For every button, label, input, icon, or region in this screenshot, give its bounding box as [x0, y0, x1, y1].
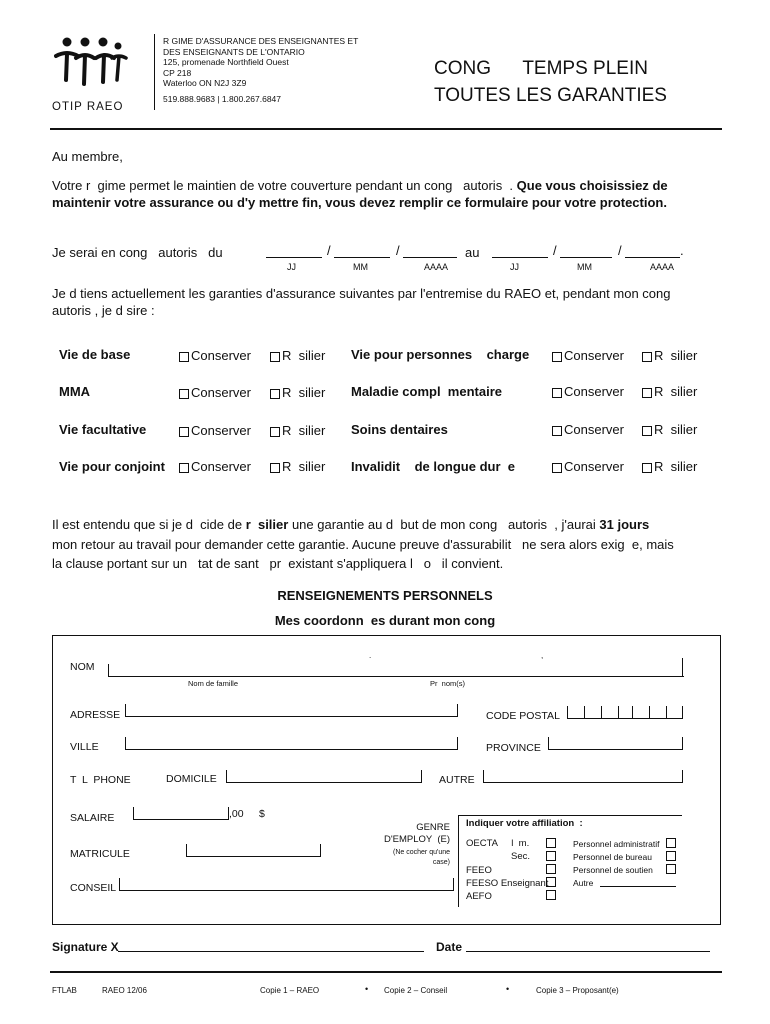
address-line-5: Waterloo ON N2J 3Z9 — [163, 78, 247, 88]
to-day-field[interactable] — [492, 257, 548, 258]
other-phone-field[interactable] — [483, 770, 683, 783]
checkbox[interactable] — [179, 352, 189, 362]
cancel-option-ltd[interactable] — [642, 459, 697, 474]
employment-hint-line-2: case) — [432, 859, 450, 866]
notice-line-2: mon retour au travail pour demander cette garantie. Aucune preuve d'assurabilit ne sera alors exig e, mais — [52, 536, 674, 552]
employment-type-label — [376, 822, 450, 846]
address-field[interactable] — [125, 704, 458, 717]
address-label: ADRESSE — [70, 709, 121, 721]
cancel-option-add[interactable] — [270, 385, 325, 400]
council-field[interactable] — [119, 878, 454, 891]
checkbox[interactable] — [270, 463, 280, 473]
intro-normal: Votre r gime permet le maintien de votre couverture pendant un cong autoris . — [52, 178, 517, 193]
employee-number-field[interactable] — [186, 844, 321, 857]
footer-bullet: • — [365, 984, 369, 994]
province-field[interactable] — [548, 737, 683, 750]
keep-option-dependent-life[interactable] — [552, 348, 624, 363]
coverage-extended-health: Maladie compl mentaire — [351, 384, 502, 399]
cancel-label: R silier — [654, 422, 698, 437]
affiliation-admin-staff-checkbox[interactable] — [666, 838, 676, 848]
checkbox[interactable] — [270, 427, 280, 437]
cancel-label: R silier — [282, 385, 326, 400]
keep-label: Conserver — [564, 459, 624, 474]
employment-hint-line-1: (Ne cocher qu'une — [393, 849, 450, 856]
keep-label: Conserver — [564, 348, 624, 363]
period: . — [680, 243, 684, 258]
cancel-option-dependent-life[interactable] — [642, 348, 697, 363]
name-label: NOM — [70, 661, 95, 673]
otip-logo — [52, 36, 132, 113]
home-phone-label: DOMICILE — [166, 773, 217, 785]
employment-type-line-2: D'EMPLOY (E) — [383, 834, 450, 845]
council-label: CONSEIL — [70, 882, 117, 894]
footer-rule — [50, 971, 722, 973]
notice-text: une garantie au d but de mon cong autoris , j'aurai — [288, 517, 600, 532]
salary-cents: ,00 — [229, 808, 244, 820]
postal-code-divider — [618, 706, 619, 718]
signature-field[interactable] — [118, 951, 424, 952]
keep-option-add[interactable] — [179, 385, 251, 400]
from-month-field[interactable] — [334, 257, 390, 258]
to-year-hint: AAAA — [650, 262, 675, 272]
employment-hint — [376, 848, 450, 868]
coverage-intro-line-1: Je d tiens actuellement les garanties d'assurance suivantes par l'entremise du RAEO et, pendant mon cong — [52, 286, 671, 301]
footer-copy-1: Copie 1 – RAEO — [260, 986, 320, 995]
affiliation-feeso: FEESO Enseignant — [466, 878, 549, 889]
home-phone-field-end — [421, 770, 422, 782]
affiliation-office-staff: Personnel de bureau — [573, 852, 652, 862]
keep-label: Conserver — [191, 423, 251, 438]
checkbox[interactable] — [552, 426, 562, 436]
postal-code-divider — [649, 706, 650, 718]
affiliation-office-staff-checkbox[interactable] — [666, 851, 676, 861]
keep-option-extended-health[interactable] — [552, 384, 624, 399]
logo-text: OTIP RAEO — [52, 101, 124, 113]
province-label: PROVINCE — [486, 742, 541, 754]
city-field[interactable] — [125, 737, 458, 750]
affiliation-oecta-elem-checkbox[interactable] — [546, 838, 556, 848]
salary-label: SALAIRE — [70, 812, 115, 824]
address-line-1: R GIME D'ASSURANCE DES ENSEIGNANTES ET — [163, 36, 359, 46]
postal-code-divider — [666, 706, 667, 718]
address-line-3: 125, promenade Northfield Ouest — [163, 57, 289, 67]
home-phone-field[interactable] — [226, 770, 422, 783]
checkbox[interactable] — [552, 463, 562, 473]
affiliation-support-staff-checkbox[interactable] — [666, 864, 676, 874]
cancel-option-optional-life[interactable] — [270, 423, 325, 438]
postal-code-divider — [601, 706, 602, 718]
keep-option-dental[interactable] — [552, 422, 624, 437]
personal-info-heading: RENSEIGNEMENTS PERSONNELS — [277, 588, 493, 603]
postal-code-divider — [584, 706, 585, 718]
cancel-label: R silier — [282, 348, 326, 363]
employee-number-label: MATRICULE — [70, 848, 130, 860]
affiliation-aefo-checkbox[interactable] — [546, 890, 556, 900]
affiliation-feeo-checkbox[interactable] — [546, 864, 556, 874]
notice-text: Il est entendu que si je d cide de — [52, 517, 246, 532]
checkbox[interactable] — [179, 427, 189, 437]
first-name-hint: Pr nom(s) — [430, 679, 466, 688]
coverage-dental: Soins dentaires — [351, 422, 448, 437]
notice-cancel-word: r silier — [245, 517, 289, 532]
from-month-hint: MM — [353, 262, 368, 272]
date-field[interactable] — [466, 951, 710, 952]
affiliation-other: Autre — [573, 878, 594, 888]
people-logo-icon — [52, 36, 132, 96]
leave-label: Je serai en cong autoris du — [52, 245, 223, 260]
coverage-ltd: Invalidit de longue dur e — [351, 459, 515, 474]
affiliation-feeo: FEEO — [466, 865, 492, 876]
to-month-hint: MM — [577, 262, 592, 272]
header-rule — [50, 128, 722, 130]
city-field-end — [457, 737, 458, 749]
intro-bold-1: Que vous choisissiez de — [516, 178, 668, 193]
cancel-label: R silier — [282, 459, 326, 474]
checkbox[interactable] — [270, 352, 280, 362]
checkbox[interactable] — [642, 352, 652, 362]
city-label: VILLE — [70, 741, 99, 753]
from-day-hint: JJ — [287, 262, 296, 272]
cancel-option-basic-life[interactable] — [270, 348, 325, 363]
checkbox[interactable] — [642, 388, 652, 398]
cancel-label: R silier — [654, 348, 698, 363]
affiliation-oecta-sec-checkbox[interactable] — [546, 851, 556, 861]
notice-days: 31 jours — [599, 517, 650, 532]
coverage-basic-life: Vie de base — [59, 347, 131, 362]
postal-code-divider — [632, 706, 633, 718]
keep-option-spouse-life[interactable] — [179, 459, 251, 474]
salary-currency: $ — [259, 808, 265, 820]
signature-label: Signature X — [52, 940, 119, 954]
footer-copy-2: Copie 2 – Conseil — [384, 986, 448, 995]
postal-code-divider — [682, 706, 683, 718]
coverage-add: MMA — [59, 384, 91, 399]
checkbox[interactable] — [552, 352, 562, 362]
keep-label: Conserver — [191, 385, 251, 400]
address-field-end — [457, 704, 458, 716]
affiliation-support-staff: Personnel de soutien — [573, 865, 653, 875]
intro-bold-2: maintenir votre assurance ou d'y mettre fin, vous devez remplir ce formulaire pour votre protection. — [52, 195, 667, 210]
province-field-end — [682, 737, 683, 749]
to-month-field[interactable] — [560, 257, 612, 258]
address-line-4: CP 218 — [163, 67, 192, 78]
slash: / — [618, 243, 622, 258]
name-field-end — [682, 658, 683, 676]
affiliation-feeso-checkbox[interactable] — [546, 877, 556, 887]
header-divider — [154, 34, 155, 110]
coverage-optional-life: Vie facultative — [59, 422, 147, 437]
postal-code-label: CODE POSTAL — [486, 710, 560, 722]
from-year-field[interactable] — [403, 257, 457, 258]
to-day-hint: JJ — [510, 262, 519, 272]
name-dot: . — [369, 651, 372, 660]
greeting: Au membre, — [52, 149, 123, 164]
keep-label: Conserver — [191, 348, 251, 363]
checkbox[interactable] — [270, 389, 280, 399]
from-day-field[interactable] — [266, 257, 322, 258]
date-label: Date — [436, 940, 463, 954]
from-year-hint: AAAA — [424, 262, 449, 272]
keep-option-optional-life[interactable] — [179, 423, 251, 438]
affiliation-admin-staff: Personnel administratif — [573, 839, 660, 849]
title-line-2: TOUTES LES GARANTIES — [434, 85, 667, 106]
keep-label: Conserver — [564, 422, 624, 437]
cancel-option-extended-health[interactable] — [642, 384, 697, 399]
phone-label: T L PHONE — [70, 774, 131, 786]
intro-paragraph — [52, 177, 722, 211]
cancel-option-dental[interactable] — [642, 422, 697, 437]
other-phone-label: AUTRE — [439, 774, 475, 786]
insurer-address — [163, 36, 358, 104]
cancel-label: R silier — [654, 384, 698, 399]
keep-option-ltd[interactable] — [552, 459, 624, 474]
cancel-label: R silier — [282, 423, 326, 438]
salary-field[interactable] — [133, 807, 229, 820]
notice-line-1 — [52, 515, 674, 535]
personal-info-subheading: Mes coordonn es durant mon cong — [274, 613, 496, 628]
address-line-6: 519.888.9683 | 1.800.267.6847 — [163, 93, 282, 104]
affiliation-oecta: OECTA — [466, 838, 499, 849]
to-label: au — [465, 245, 480, 260]
employment-type-line-1: GENRE — [416, 822, 450, 833]
slash: / — [327, 243, 331, 258]
keep-option-basic-life[interactable] — [179, 348, 251, 363]
slash: / — [396, 243, 400, 258]
coverage-intro — [52, 285, 670, 319]
affiliation-heading: Indiquer votre affiliation : — [466, 818, 583, 829]
checkbox[interactable] — [552, 388, 562, 398]
title-line-1: CONG TEMPS PLEIN — [434, 58, 648, 79]
slash: / — [553, 243, 557, 258]
checkbox[interactable] — [642, 426, 652, 436]
coverage-dependent-life: Vie pour personnes charge — [351, 347, 530, 362]
cancel-option-spouse-life[interactable] — [270, 459, 325, 474]
notice-line-3: la clause portant sur un tat de sant pr existant s'appliquera l o il convient. — [52, 556, 504, 571]
to-year-field[interactable] — [625, 257, 680, 258]
affiliation-sec-label: Sec. — [511, 851, 531, 862]
affiliation-aefo: AEFO — [466, 891, 492, 902]
affiliation-elem-label: l m. — [506, 838, 530, 849]
coverage-intro-line-2: autoris , je d sire : — [52, 303, 155, 318]
name-field[interactable] — [108, 664, 684, 677]
keep-label: Conserver — [191, 459, 251, 474]
checkbox[interactable] — [642, 463, 652, 473]
footer-bullet: • — [506, 984, 510, 994]
other-phone-field-end — [682, 770, 683, 782]
employee-number-field-end — [320, 844, 321, 856]
reinstatement-notice — [52, 515, 674, 574]
coverage-spouse-life: Vie pour conjoint — [59, 459, 165, 474]
checkbox[interactable] — [179, 463, 189, 473]
keep-label: Conserver — [564, 384, 624, 399]
checkbox[interactable] — [179, 389, 189, 399]
footer-copy-3: Copie 3 – Proposant(e) — [536, 986, 619, 995]
council-field-end — [453, 878, 454, 890]
affiliation-other-field[interactable] — [600, 886, 676, 887]
cancel-label: R silier — [654, 459, 698, 474]
footer-version: RAEO 12/06 — [102, 986, 147, 995]
footer-code: FTLAB — [52, 986, 77, 995]
address-line-2: DES ENSEIGNANTS DE L'ONTARIO — [163, 46, 305, 57]
name-comma: , — [541, 651, 544, 660]
form-title — [434, 55, 667, 109]
last-name-hint: Nom de famille — [188, 679, 239, 688]
